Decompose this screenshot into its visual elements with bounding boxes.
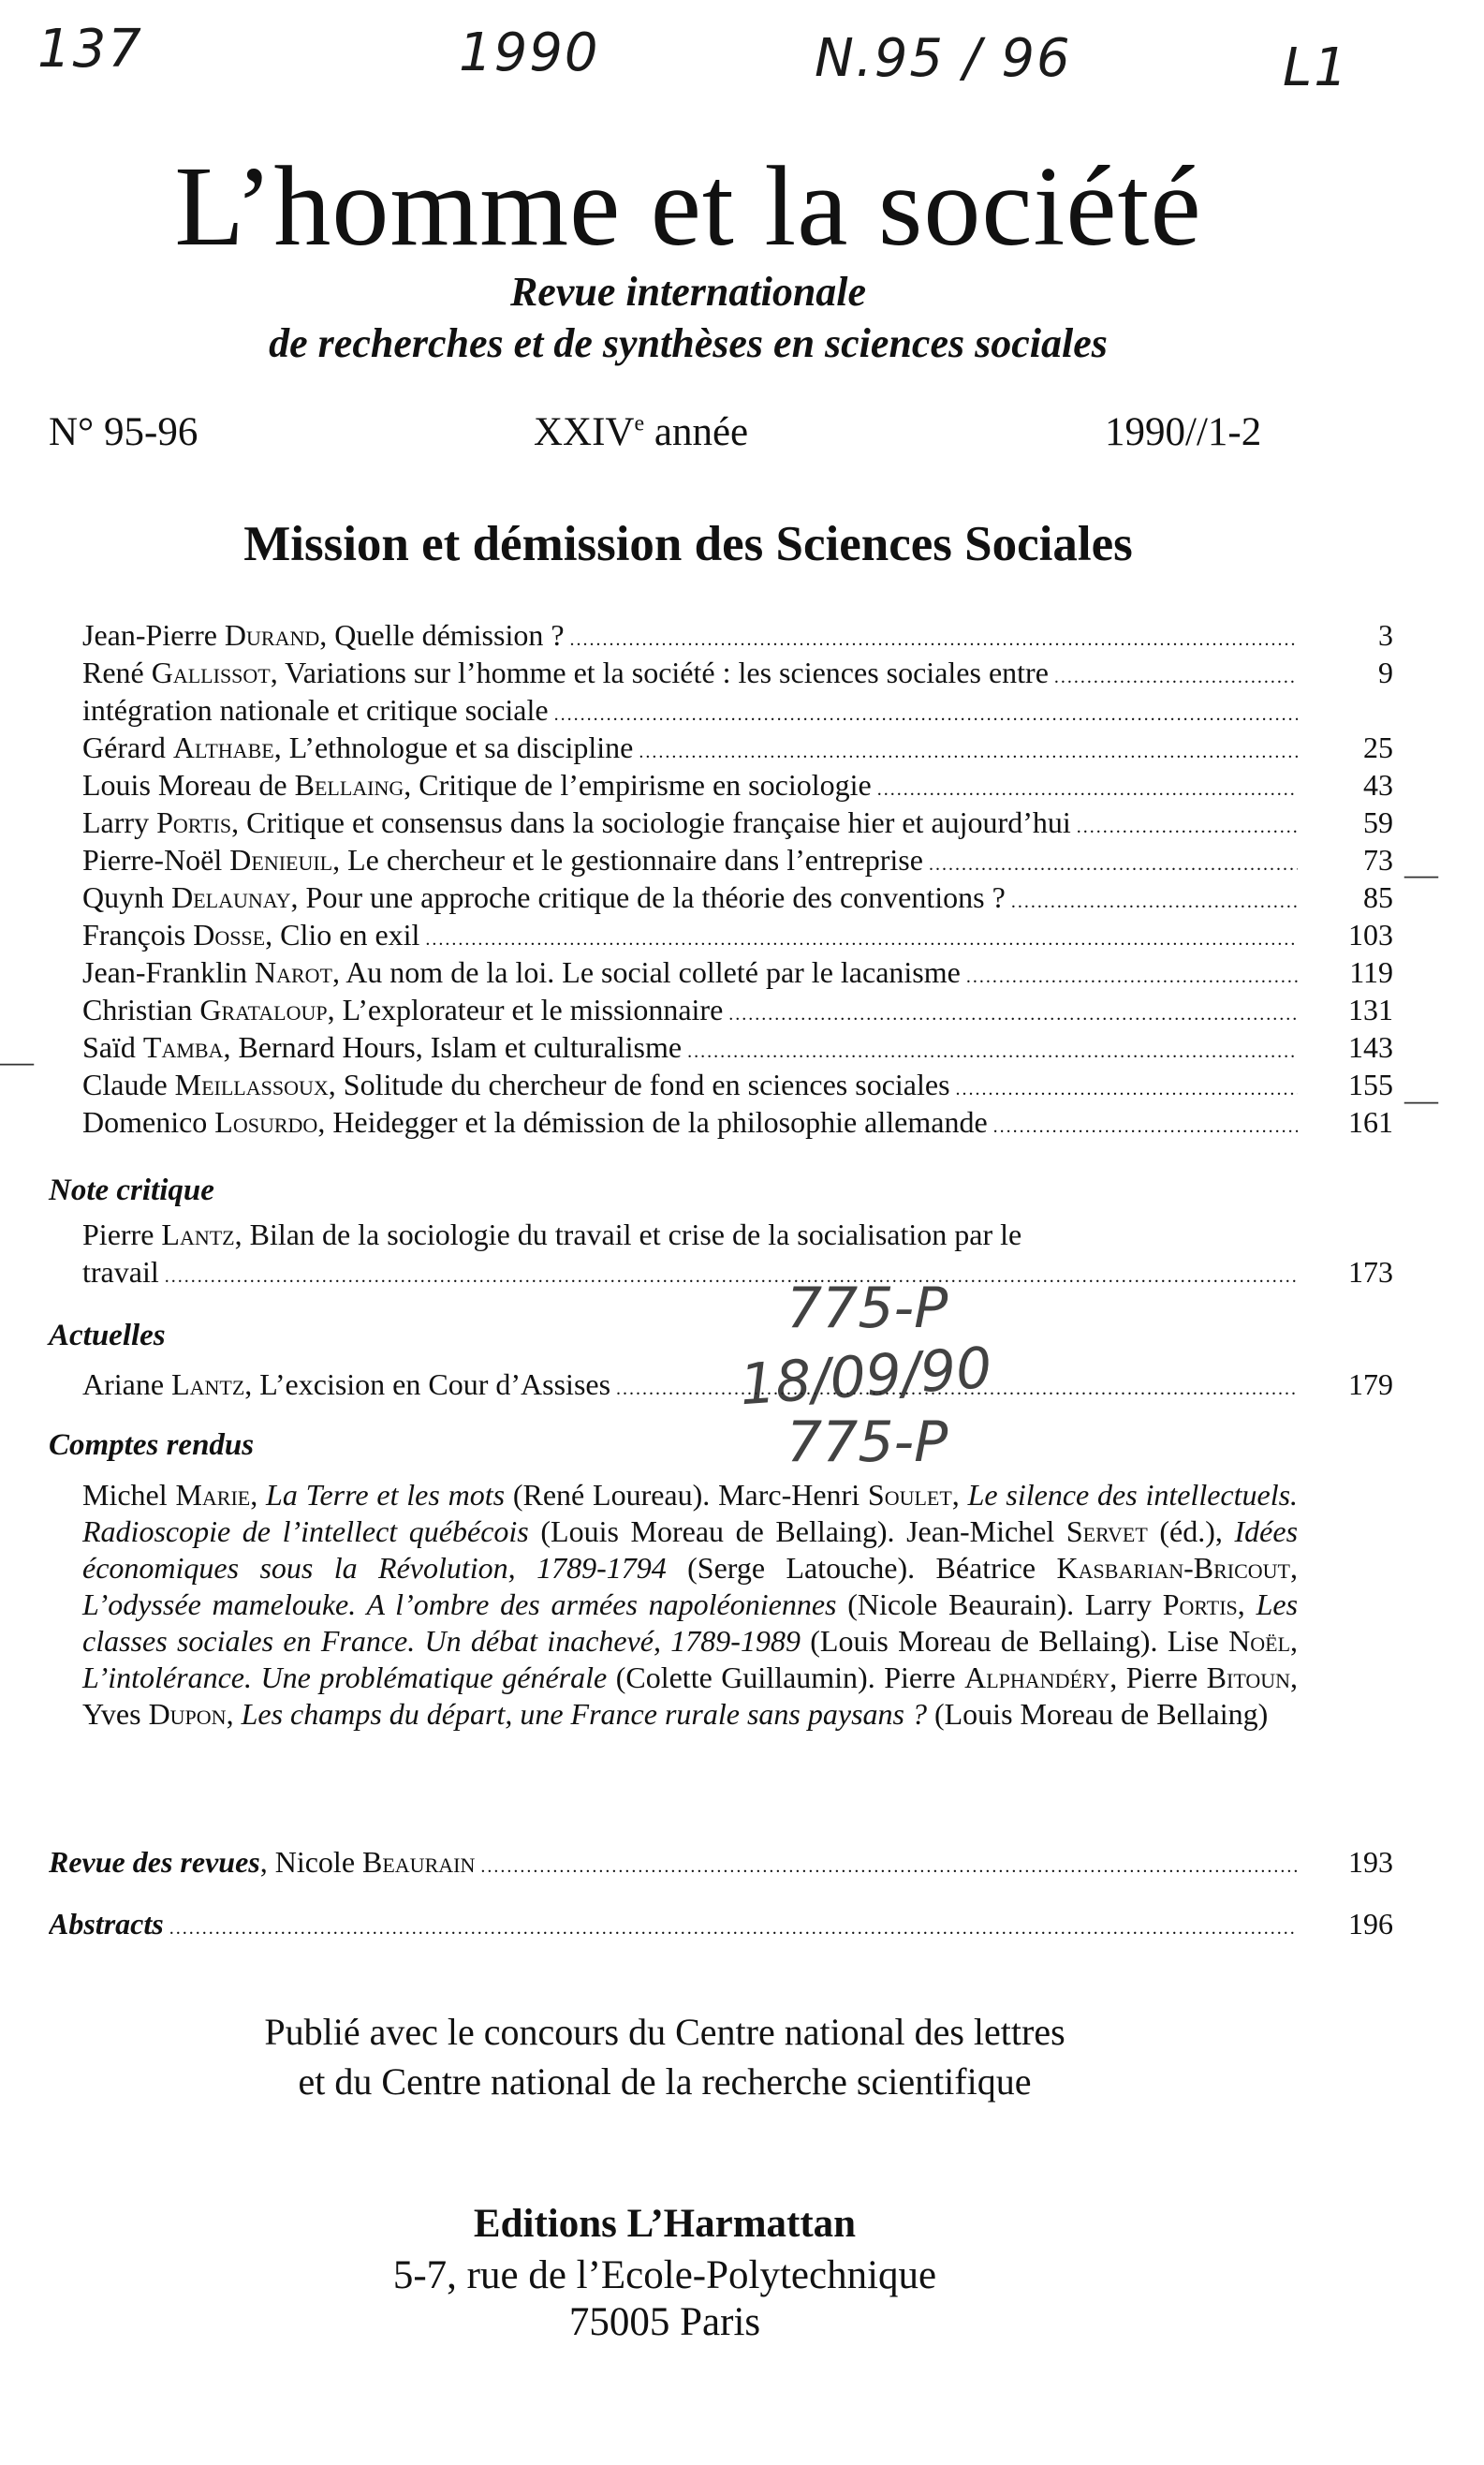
author-first: Jean-Franklin [82,955,255,989]
author-first: , Nicole [259,1845,363,1879]
article-title: , Critique de l’empirisme en sociologie [404,768,872,802]
issue-year-suffix: e [634,411,645,436]
margin-dash-mark: — [0,1042,34,1080]
author-first: Ariane [82,1367,172,1401]
issue-date: 1990//1-2 [1105,410,1262,454]
section-note-critique: Note critique [49,1173,214,1207]
section-comptes-rendus: Comptes rendus [49,1428,255,1462]
toc-entry [82,618,1393,656]
author-last: Gallissot [151,656,271,689]
review-text: , [1290,1551,1298,1585]
margin-dash-mark: — [1404,1081,1438,1118]
author-last: Grataloup [199,993,328,1026]
review-text: Michel [82,1478,176,1512]
issue-year-word: année [654,410,749,454]
author-name: Alphandéry [964,1661,1110,1694]
author-first: Saïd [82,1030,143,1064]
issue-number: N° 95-96 [49,410,198,454]
review-text: (éd.), [1147,1514,1235,1548]
margin-dash-mark: — [1404,855,1438,893]
author-last: Losurdo [214,1105,318,1139]
article-title: , L’excision en Cour d’Assises [244,1367,611,1401]
page-number: 131 [1348,993,1393,1026]
toc-entry [82,768,1393,805]
issue-year [534,412,748,452]
journal-subtitle-line2: de recherches et de synthèses en sciences sociales [269,320,1108,366]
toc-entry [82,805,1393,843]
book-title: L’intolérance. Une problématique générale [82,1661,608,1694]
author-first: Quynh [82,880,172,914]
book-title: L’odyssée mamelouke. A l’ombre des armées napoléoniennes [82,1587,837,1621]
revue-des-revues-label: Revue des revues [49,1845,260,1879]
book-title: Idées économiques sous la Révolution, 1789-1794 [82,1514,1299,1585]
author-first: Louis Moreau de [82,768,295,802]
article-title: , Le chercheur et le gestionnaire dans l’entreprise [332,843,923,877]
review-text: , Yves [82,1661,1299,1731]
page-number: 9 [1378,656,1393,689]
handwritten-number: N.95 / 96 [815,28,1072,89]
toc-entry [82,1030,1393,1068]
actuelles-entry [82,1367,1393,1405]
author-name: Portis [1162,1587,1238,1621]
toc-entry [82,843,1393,880]
author-last: Delaunay [171,880,291,914]
article-title: , Au nom de la loi. Le social colleté par le lacanisme [331,955,961,989]
author-last: Portis [156,805,232,839]
author-last: Beaurain [362,1845,476,1879]
review-text: , [226,1697,242,1731]
review-text: (Louis Moreau de Bellaing). Lise [800,1624,1229,1658]
review-text: (René Loureau). Marc-Henri [505,1478,868,1512]
section-actuelles: Actuelles [49,1319,166,1352]
article-title: , Bernard Hours, Islam et culturalisme [223,1030,683,1064]
author-first: Gérard [82,731,173,764]
toc-entry [82,880,1393,918]
handwritten-year: 1990 [459,22,600,83]
book-title: Le silence des intellectuels. Radioscopie de l’intellect québécois [82,1478,1299,1548]
toc-entry [82,656,1393,693]
author-last: Althabe [172,731,274,764]
review-text: (Louis Moreau de Bellaing). Jean-Michel [528,1514,1066,1548]
article-title: , Pour une approche critique de la théorie des conventions ? [290,880,1006,914]
publication-note-line1: Publié avec le concours du Centre national des lettres [264,2011,1065,2053]
page-number: 161 [1348,1105,1393,1139]
review-text: , [951,1478,968,1512]
page-number: 119 [1349,955,1393,989]
toc-entry [82,1068,1393,1105]
comptes-rendus-text [82,1477,1298,1733]
article-title: , L’ethnologue et sa discipline [273,731,634,764]
review-text: , [250,1478,267,1512]
book-title: Les classes sociales en France. Un débat inachevé, 1789-1989 [82,1587,1299,1658]
page-number: 73 [1363,843,1393,877]
author-first: Domenico [82,1105,215,1139]
author-name: Bitoun [1206,1661,1291,1694]
author-last: Tamba [142,1030,224,1064]
author-name: Soulet [867,1478,952,1512]
toc-entry [82,1105,1393,1143]
revue-des-revues-entry [49,1845,1393,1882]
abstracts-entry [49,1907,1393,1944]
issue-year-roman: XXIV [534,410,635,454]
article-title: , Bilan de la sociologie du travail et crise de la socialisation par le [234,1218,1022,1251]
page-number: 59 [1363,805,1393,839]
author-first: René [82,656,152,689]
author-name: Servet [1065,1514,1148,1548]
abstracts-label: Abstracts [49,1907,164,1941]
journal-subtitle-line1: Revue internationale [509,269,867,315]
publisher-street: 5-7, rue de l’Ecole-Polytechnique [392,2253,937,2297]
book-title: La Terre et les mots [266,1478,506,1512]
author-first: François [82,918,194,952]
author-first: Pierre-Noël [82,843,230,877]
article-title-cont: travail [82,1255,159,1289]
author-last: Dosse [193,918,266,952]
review-text: , Pierre [1109,1661,1207,1694]
article-title: , Heidegger et la démission de la philosophie allemande [317,1105,988,1139]
page-number: 85 [1363,880,1393,914]
review-text: , [1290,1624,1299,1658]
author-first: Jean-Pierre [82,618,225,652]
stamp-code-2: 775-P [786,1410,948,1475]
page-number: 25 [1363,731,1393,764]
page-number: 3 [1378,618,1393,652]
book-title: Les champs du départ, une France rurale sans paysans ? [241,1697,927,1731]
stamp-code-1: 775-P [786,1276,948,1341]
page-number: 193 [1348,1845,1393,1879]
author-last: Lantz [171,1367,245,1401]
author-first: Larry [82,805,157,839]
page-number: 173 [1348,1255,1393,1289]
page-number: 43 [1363,768,1393,802]
page-number: 103 [1348,918,1393,952]
page-number: 179 [1348,1367,1393,1401]
note-critique-line2 [82,1255,1393,1292]
author-first: Claude [82,1068,175,1101]
author-last: Bellaing [294,768,404,802]
author-last: Lantz [161,1218,235,1251]
stamp-date: 18/09/90 [737,1335,994,1419]
article-title: intégration nationale et critique sociale [82,693,549,727]
journal-title: L’homme et la société [174,143,1202,270]
toc-entry [82,693,1393,731]
publisher-name: Editions L’Harmattan [473,2202,857,2246]
review-text: (Louis Moreau de Bellaing) [926,1697,1269,1731]
article-title: , Quelle démission ? [319,618,565,652]
toc-entry [82,731,1393,768]
toc-entry [82,993,1393,1030]
article-title: , L’explorateur et le missionnaire [327,993,724,1026]
note-critique-entry [82,1218,1393,1302]
review-text: (Colette Guillaumin). Pierre [607,1661,965,1694]
review-text: , [1237,1587,1256,1621]
article-title: , Variations sur l’homme et la société : les sciences sociales entre [270,656,1049,689]
toc-entry [82,955,1393,993]
author-name: Kasbarian-Bricout [1056,1551,1290,1585]
theme-title: Mission et démission des Sciences Sociales [243,517,1133,571]
author-last: Denieuil [229,843,333,877]
article-title: , Solitude du chercheur de fond en sciences sociales [328,1068,950,1101]
handwritten-corner: L1 [1283,37,1349,98]
author-last: Meillassoux [174,1068,329,1101]
review-text: (Serge Latouche). Béatrice [666,1551,1057,1585]
publication-note-line2: et du Centre national de la recherche scientifique [298,2060,1032,2103]
author-last: Narot [254,955,332,989]
toc-entry [82,918,1393,955]
author-name: Dupon [148,1697,227,1731]
article-title: , Clio en exil [265,918,420,952]
article-title: , Critique et consensus dans la sociologie française hier et aujourd’hui [231,805,1071,839]
author-first: Pierre [82,1218,162,1251]
review-text: (Nicole Beaurain). Larry [836,1587,1163,1621]
note-critique-line1 [82,1218,1393,1255]
page-number: 155 [1348,1068,1393,1101]
page-number: 143 [1348,1030,1393,1064]
handwritten-ref: 137 [37,19,143,80]
page-number: 196 [1348,1907,1393,1941]
author-name: Noël [1228,1624,1291,1658]
publisher-city: 75005 Paris [568,2300,761,2344]
author-last: Durand [224,618,320,652]
author-first: Christian [82,993,200,1026]
author-name: Marie [175,1478,251,1512]
